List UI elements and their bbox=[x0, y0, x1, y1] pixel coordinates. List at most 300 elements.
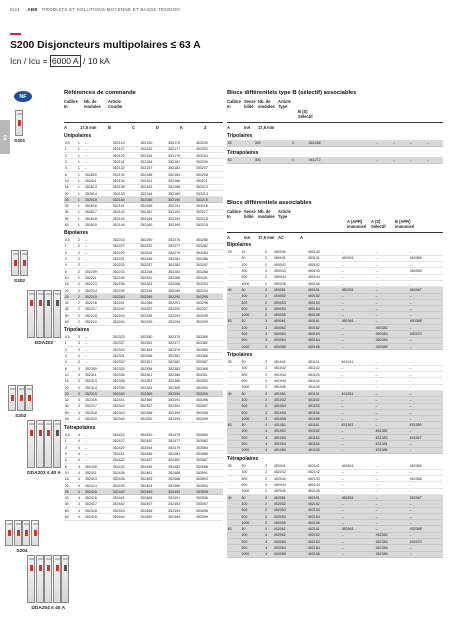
table-cell: 40 bbox=[64, 403, 77, 409]
table-cell: – bbox=[375, 372, 409, 378]
table-cell: – bbox=[375, 249, 409, 255]
table-cell: 450045 bbox=[273, 280, 307, 286]
table-cell: 352318 bbox=[84, 410, 112, 416]
table-cell: 451141 bbox=[307, 359, 340, 365]
table-cell: 452163 bbox=[307, 539, 341, 545]
table-cell: – bbox=[426, 140, 443, 146]
table-cell: – bbox=[341, 365, 375, 371]
table-cell: 352493 bbox=[167, 508, 195, 514]
table-cell: 500 bbox=[241, 513, 265, 519]
table-cell: 352454 bbox=[140, 445, 168, 451]
table-cell: 352350 bbox=[140, 334, 168, 340]
table-cell: 4 bbox=[77, 457, 84, 463]
table-cell: 500 bbox=[241, 482, 265, 488]
table-cell: 451154 bbox=[307, 409, 340, 415]
table-cell: – bbox=[392, 157, 409, 163]
table-cell: 10 bbox=[64, 470, 77, 476]
diff-header-modules: Nb. de modules bbox=[258, 209, 275, 219]
table-cell: – bbox=[375, 255, 409, 261]
table-cell: 452161 bbox=[307, 526, 341, 532]
table-cell: 352464 bbox=[140, 482, 168, 488]
table-cell: 450042 bbox=[273, 262, 307, 268]
table-cell: – bbox=[341, 331, 375, 337]
table-cell: 352393 bbox=[167, 410, 195, 416]
table-cell: 352181 bbox=[167, 159, 195, 165]
table-cell: – bbox=[341, 551, 375, 557]
table-cell: 3 bbox=[77, 353, 84, 359]
table-cell: 352369 bbox=[140, 416, 168, 422]
table-cell: 352429 bbox=[112, 445, 140, 451]
product-label: S201 bbox=[14, 139, 26, 144]
table-cell: 3 bbox=[264, 337, 273, 343]
table-cell: 352366 bbox=[140, 397, 168, 403]
table-cell: 352452 bbox=[140, 438, 168, 444]
table-cell: 352211 bbox=[84, 275, 112, 281]
table-cell: 2 bbox=[264, 513, 273, 519]
table-cell: 452154 bbox=[307, 513, 341, 519]
table-cell: – bbox=[375, 390, 409, 396]
table-tripolaires bbox=[64, 334, 223, 423]
table-cell: 450361 bbox=[341, 318, 375, 324]
diff-header-calibre: Calibre In bbox=[227, 209, 241, 219]
table-cell: 452063 bbox=[273, 539, 307, 545]
table-cell: 352450 bbox=[140, 432, 168, 438]
table-cell: – bbox=[341, 476, 375, 482]
table-cell: 100 bbox=[241, 532, 265, 538]
table-cell: 4 bbox=[77, 482, 84, 488]
table-cell: 352461 bbox=[140, 470, 168, 476]
table-cell: 352133 bbox=[112, 171, 140, 177]
table-cell: – bbox=[84, 451, 112, 457]
table-cell: 4 bbox=[64, 359, 77, 365]
diff-table-bipolaires bbox=[227, 249, 443, 350]
table-cell: 2 bbox=[264, 249, 273, 255]
table-cell: – bbox=[409, 532, 443, 538]
table-cell: – bbox=[84, 347, 112, 353]
product-label: DDA204 ≤ 40 A bbox=[31, 606, 66, 611]
table-cell: 450062 bbox=[273, 325, 307, 331]
section-title: Blocs différentiels associables bbox=[227, 200, 312, 206]
diff-table-tripolaires bbox=[227, 359, 443, 454]
table-cell: 452143 bbox=[307, 476, 341, 482]
table-cell: 352257 bbox=[140, 262, 168, 268]
table-cell: 352338 bbox=[112, 378, 140, 384]
table-cell: 352261 bbox=[140, 275, 168, 281]
table-cell: 4 bbox=[77, 501, 84, 507]
table-cell: 300 bbox=[241, 435, 265, 441]
table-cell: 352186 bbox=[167, 178, 195, 184]
table-cell: – bbox=[375, 416, 409, 422]
table-cell: 451155 bbox=[307, 416, 340, 422]
table-cell: 353396 bbox=[195, 397, 223, 403]
product-label: DDA202 bbox=[34, 341, 54, 346]
table-row bbox=[227, 447, 443, 453]
product-s204 bbox=[5, 520, 39, 554]
table-cell: 3 bbox=[64, 256, 77, 262]
table-cell: 352617 bbox=[84, 209, 112, 215]
table-cell: 461272 bbox=[308, 157, 375, 163]
table-cell: 352315 bbox=[84, 391, 112, 397]
table-cell: 352169 bbox=[140, 222, 168, 228]
table-cell: 450144 bbox=[307, 274, 341, 280]
table-cell: 352127 bbox=[112, 146, 140, 152]
table-cell: 352390 bbox=[167, 391, 195, 397]
table-cell: 352188 bbox=[167, 184, 195, 190]
table-cell: 353293 bbox=[195, 281, 223, 287]
table-cell: 352290 bbox=[167, 294, 195, 300]
table-cell: – bbox=[375, 318, 409, 324]
unit-k: K bbox=[180, 125, 183, 130]
table-cell: 2 bbox=[264, 280, 273, 286]
table-cell: 2 bbox=[77, 275, 84, 281]
table-cell: 352192 bbox=[167, 209, 195, 215]
table-cell: 450145 bbox=[307, 280, 341, 286]
table-cell: 352167 bbox=[140, 209, 168, 215]
table-cell: 451062 bbox=[273, 428, 307, 434]
table-cell: 352365 bbox=[140, 391, 168, 397]
table-cell: – bbox=[409, 403, 443, 409]
table-cell: 352456 bbox=[140, 451, 168, 457]
table-cell: – bbox=[84, 334, 112, 340]
table-cell: 452370 bbox=[409, 539, 443, 545]
table-cell: – bbox=[409, 249, 443, 255]
table-cell: 352154 bbox=[140, 153, 168, 159]
table-cell: 352293 bbox=[167, 313, 195, 319]
table-cell: 451052 bbox=[273, 397, 307, 403]
table-cell: – bbox=[375, 359, 409, 365]
table-cell: 352431 bbox=[112, 451, 140, 457]
table-cell: 353582 bbox=[195, 438, 223, 444]
table-cell: 4 bbox=[64, 165, 77, 171]
table-cell: – bbox=[409, 312, 443, 318]
table-cell: 20 bbox=[64, 190, 77, 196]
breadcrumb: PRODUITS ET SOLUTIONS MOYENNE ET BASSE TENSION bbox=[42, 7, 180, 12]
table-cell: 353216 bbox=[195, 203, 223, 209]
table-cell: 352479 bbox=[167, 445, 195, 451]
table-cell: 450052 bbox=[273, 293, 307, 299]
table-cell: 352475 bbox=[167, 432, 195, 438]
table-cell: 352288 bbox=[167, 281, 195, 287]
s201-image bbox=[15, 110, 24, 136]
s203-image bbox=[8, 385, 34, 411]
table-cell: – bbox=[375, 501, 409, 507]
table-cell: 6 bbox=[64, 171, 77, 177]
table-cell: 3 bbox=[77, 378, 84, 384]
table-cell: 1 bbox=[64, 438, 77, 444]
table-cell: – bbox=[375, 140, 392, 146]
table-cell: 353204 bbox=[195, 153, 223, 159]
table-cell: 1 bbox=[77, 159, 84, 165]
table-cell: – bbox=[375, 274, 409, 280]
table-cell: 32 bbox=[64, 495, 77, 501]
table-cell: 352343 bbox=[112, 410, 140, 416]
diff-header-a-apr: A (APR) immunisé bbox=[347, 219, 367, 229]
unit-mm: 17,5 mm bbox=[80, 125, 97, 130]
table-cell: 352383 bbox=[167, 365, 195, 371]
table-cell: 4 bbox=[77, 470, 84, 476]
table-cell: 3 bbox=[77, 359, 84, 365]
table-cell: 3 bbox=[77, 347, 84, 353]
table-cell: – bbox=[341, 384, 375, 390]
table-cell: – bbox=[84, 237, 112, 243]
table-cell: 353588 bbox=[195, 463, 223, 469]
table-cell: 352618 bbox=[84, 216, 112, 222]
table-cell: 352223 bbox=[112, 237, 140, 243]
table-cell: 452152 bbox=[307, 501, 341, 507]
table-cell: – bbox=[409, 482, 443, 488]
table-cell: 451042 bbox=[273, 365, 307, 371]
diff-unit-a: A bbox=[227, 235, 230, 240]
table-cell: 352433 bbox=[112, 463, 140, 469]
chapter-tab bbox=[0, 120, 10, 154]
table-cell: 63 bbox=[227, 422, 241, 428]
table-cell: 353206 bbox=[195, 159, 223, 165]
table-cell: 452385 bbox=[375, 551, 409, 557]
table-cell: – bbox=[375, 507, 409, 513]
table-cell: 451044 bbox=[273, 378, 307, 384]
table-cell: 352311 bbox=[84, 372, 112, 378]
table-cell: 4 bbox=[265, 422, 274, 428]
header-calibre: Calibre In bbox=[64, 99, 78, 109]
table-cell: 2 bbox=[264, 476, 273, 482]
table-cell: 352209 bbox=[84, 268, 112, 274]
table-row bbox=[227, 551, 443, 557]
table-cell: 352423 bbox=[112, 432, 140, 438]
table-cell: – bbox=[84, 262, 112, 268]
table-cell: 1 bbox=[64, 243, 77, 249]
table-cell: 352229 bbox=[112, 250, 140, 256]
table-cell: – bbox=[375, 306, 409, 312]
table-cell: 352616 bbox=[84, 203, 112, 209]
table-cell: 450061 bbox=[273, 318, 307, 324]
table-cell: 2 bbox=[77, 306, 84, 312]
table-cell: 451161 bbox=[307, 422, 340, 428]
table-cell: 2 bbox=[77, 256, 84, 262]
table-cell: – bbox=[341, 312, 375, 318]
table-cell: 352415 bbox=[84, 489, 112, 495]
table-cell: 352492 bbox=[167, 501, 195, 507]
table-cell: – bbox=[409, 409, 443, 415]
table-cell: 353580 bbox=[195, 432, 223, 438]
table-cell: 1 bbox=[77, 178, 84, 184]
table-cell: – bbox=[84, 159, 112, 165]
table-cell: 451382 bbox=[375, 428, 409, 434]
table-cell: 352233 bbox=[112, 268, 140, 274]
table-cell: 452368 bbox=[409, 526, 443, 532]
table-cell: 451341 bbox=[341, 359, 375, 365]
table-cell: 352189 bbox=[167, 190, 195, 196]
table-cell: 300 bbox=[241, 476, 265, 482]
subtitle-prefix: Icn / Icu = bbox=[10, 56, 50, 66]
table-cell: – bbox=[341, 274, 375, 280]
table-cell: 2 bbox=[264, 463, 273, 469]
diff-group-tripolaires: Tripolaires bbox=[227, 352, 253, 358]
table-cell: 50 bbox=[64, 508, 77, 514]
typeb-header-article: Article Type bbox=[278, 99, 291, 109]
table-cell: 2 bbox=[264, 520, 273, 526]
table-cell: – bbox=[409, 343, 443, 349]
product-label: DDA203 ≤ 40 A bbox=[27, 471, 61, 476]
table-cell: 451153 bbox=[307, 403, 340, 409]
table-cell: 2 bbox=[77, 319, 84, 325]
table-cell: 452151 bbox=[307, 494, 341, 500]
table-cell: 30 bbox=[241, 526, 265, 532]
product-s202 bbox=[11, 250, 28, 284]
table-cell: 100 bbox=[241, 397, 265, 403]
table-cell: 451041 bbox=[273, 359, 307, 365]
table-cell: – bbox=[375, 268, 409, 274]
table-cell: – bbox=[341, 501, 375, 507]
table-cell: 353214 bbox=[195, 190, 223, 196]
diff-unit-ma: mA bbox=[244, 235, 251, 240]
table-cell: 450154 bbox=[307, 306, 341, 312]
table-cell: 353299 bbox=[195, 319, 223, 325]
table-cell: 352323 bbox=[112, 334, 140, 340]
table-cell: 4 bbox=[64, 262, 77, 268]
table-cell: 451145 bbox=[307, 384, 340, 390]
table-cell: 352333 bbox=[112, 365, 140, 371]
typeb-header-bs: B (S) Sélectif bbox=[298, 109, 313, 119]
table-cell: 352292 bbox=[167, 306, 195, 312]
table-cell: – bbox=[341, 469, 375, 475]
table-cell: 352419 bbox=[84, 514, 112, 520]
table-cell: 352482 bbox=[167, 457, 195, 463]
table-cell: 352491 bbox=[167, 495, 195, 501]
typeb-table-tetrapolaires bbox=[227, 157, 443, 164]
table-cell: – bbox=[409, 469, 443, 475]
table-cell: 353218 bbox=[195, 216, 223, 222]
table-cell: 353599 bbox=[195, 514, 223, 520]
table-cell: 2 bbox=[264, 255, 273, 261]
table-cell: 20 bbox=[64, 482, 77, 488]
table-cell: 25 bbox=[64, 489, 77, 495]
table-cell: 451054 bbox=[273, 409, 307, 415]
table-cell: 450383 bbox=[375, 331, 409, 337]
table-cell: 1000 bbox=[241, 488, 265, 494]
table-cell: – bbox=[341, 280, 375, 286]
table-cell: – bbox=[409, 447, 443, 453]
table-cell: 352165 bbox=[140, 197, 168, 203]
table-cell: – bbox=[84, 140, 112, 146]
table-cell: 2 bbox=[264, 469, 273, 475]
product-label: S203 bbox=[15, 414, 27, 419]
table-cell: 4 bbox=[265, 447, 274, 453]
table-cell: – bbox=[84, 359, 112, 365]
table-cell: – bbox=[392, 140, 409, 146]
table-cell: 451385 bbox=[375, 447, 409, 453]
table-cell: – bbox=[375, 397, 409, 403]
table-cell: 352241 bbox=[112, 300, 140, 306]
table-cell: 352394 bbox=[167, 416, 195, 422]
table-cell: 1 bbox=[77, 165, 84, 171]
table-cell: 450143 bbox=[307, 268, 341, 274]
table-cell: – bbox=[341, 293, 375, 299]
table-cell: – bbox=[341, 299, 375, 305]
table-cell: – bbox=[409, 428, 443, 434]
page-number: 8/24 bbox=[10, 7, 20, 12]
table-cell: 4 bbox=[77, 463, 84, 469]
table-cell: 352179 bbox=[167, 153, 195, 159]
table-cell: 6 bbox=[64, 268, 77, 274]
table-cell: 352441 bbox=[112, 495, 140, 501]
subtitle-suffix: / 10 kA bbox=[80, 56, 110, 66]
table-cell: – bbox=[341, 378, 375, 384]
table-cell: 1 bbox=[77, 197, 84, 203]
table-cell: 451065 bbox=[273, 447, 307, 453]
typeb-header-modules: Nb. de modules bbox=[258, 99, 275, 109]
table-cell bbox=[227, 551, 241, 557]
product-dda203 bbox=[27, 420, 61, 476]
table-cell: 352152 bbox=[140, 146, 168, 152]
table-cell: 1 bbox=[77, 209, 84, 215]
table-cell: – bbox=[341, 416, 375, 422]
group-unipolaires: Unipolaires bbox=[64, 133, 92, 139]
table-cell: 3 bbox=[77, 365, 84, 371]
table-cell: 450153 bbox=[307, 299, 341, 305]
table-cell bbox=[227, 447, 241, 453]
product-s201 bbox=[14, 110, 25, 144]
table-cell: 353282 bbox=[195, 243, 223, 249]
table-cell: 352131 bbox=[112, 159, 140, 165]
table-cell: 100 bbox=[241, 293, 265, 299]
table-cell: 353596 bbox=[195, 495, 223, 501]
table-cell: 352216 bbox=[84, 300, 112, 306]
table-cell: 3 bbox=[264, 331, 273, 337]
table-cell: 352194 bbox=[167, 222, 195, 228]
table-cell: – bbox=[84, 153, 112, 159]
table-cell: 353594 bbox=[195, 482, 223, 488]
nf-certification-badge: NF bbox=[14, 91, 32, 102]
table-cell: 2 bbox=[264, 507, 273, 513]
table-cell: 452153 bbox=[307, 507, 341, 513]
table-cell: 451142 bbox=[307, 365, 340, 371]
table-cell: 353219 bbox=[195, 222, 223, 228]
table-cell: 1000 bbox=[241, 520, 265, 526]
table-cell: 352243 bbox=[112, 313, 140, 319]
table-cell: 353384 bbox=[195, 347, 223, 353]
table-cell: 450366 bbox=[409, 255, 443, 261]
table-cell: 2 bbox=[265, 359, 274, 365]
table-cell: – bbox=[341, 409, 375, 415]
accent-rule bbox=[10, 33, 21, 35]
table-cell: 352344 bbox=[112, 416, 140, 422]
table-cell: 10 bbox=[64, 372, 77, 378]
table-cell: 352469 bbox=[140, 514, 168, 520]
table-cell: 4 bbox=[291, 157, 308, 163]
table-cell: 352254 bbox=[140, 250, 168, 256]
table-cell: 10 bbox=[241, 249, 265, 255]
s204-image bbox=[5, 520, 39, 546]
table-cell: 4 bbox=[264, 551, 273, 557]
table-cell: 352242 bbox=[112, 306, 140, 312]
table-cell: 452055 bbox=[273, 520, 307, 526]
table-cell: 451361 bbox=[341, 422, 375, 428]
table-cell: 352213 bbox=[84, 281, 112, 287]
table-cell: 2 bbox=[264, 274, 273, 280]
table-cell: 352258 bbox=[140, 268, 168, 274]
table-cell: 450055 bbox=[273, 312, 307, 318]
table-cell: 352467 bbox=[140, 501, 168, 507]
table-cell: 500 bbox=[241, 545, 265, 551]
table-cell: 450162 bbox=[307, 325, 341, 331]
table-cell: 352468 bbox=[140, 508, 168, 514]
table-cell: 352286 bbox=[167, 275, 195, 281]
table-cell: 352217 bbox=[84, 306, 112, 312]
table-cell: 452383 bbox=[375, 539, 409, 545]
table-cell: – bbox=[341, 325, 375, 331]
table-cell: 2 bbox=[265, 416, 274, 422]
table-cell: – bbox=[341, 447, 375, 453]
